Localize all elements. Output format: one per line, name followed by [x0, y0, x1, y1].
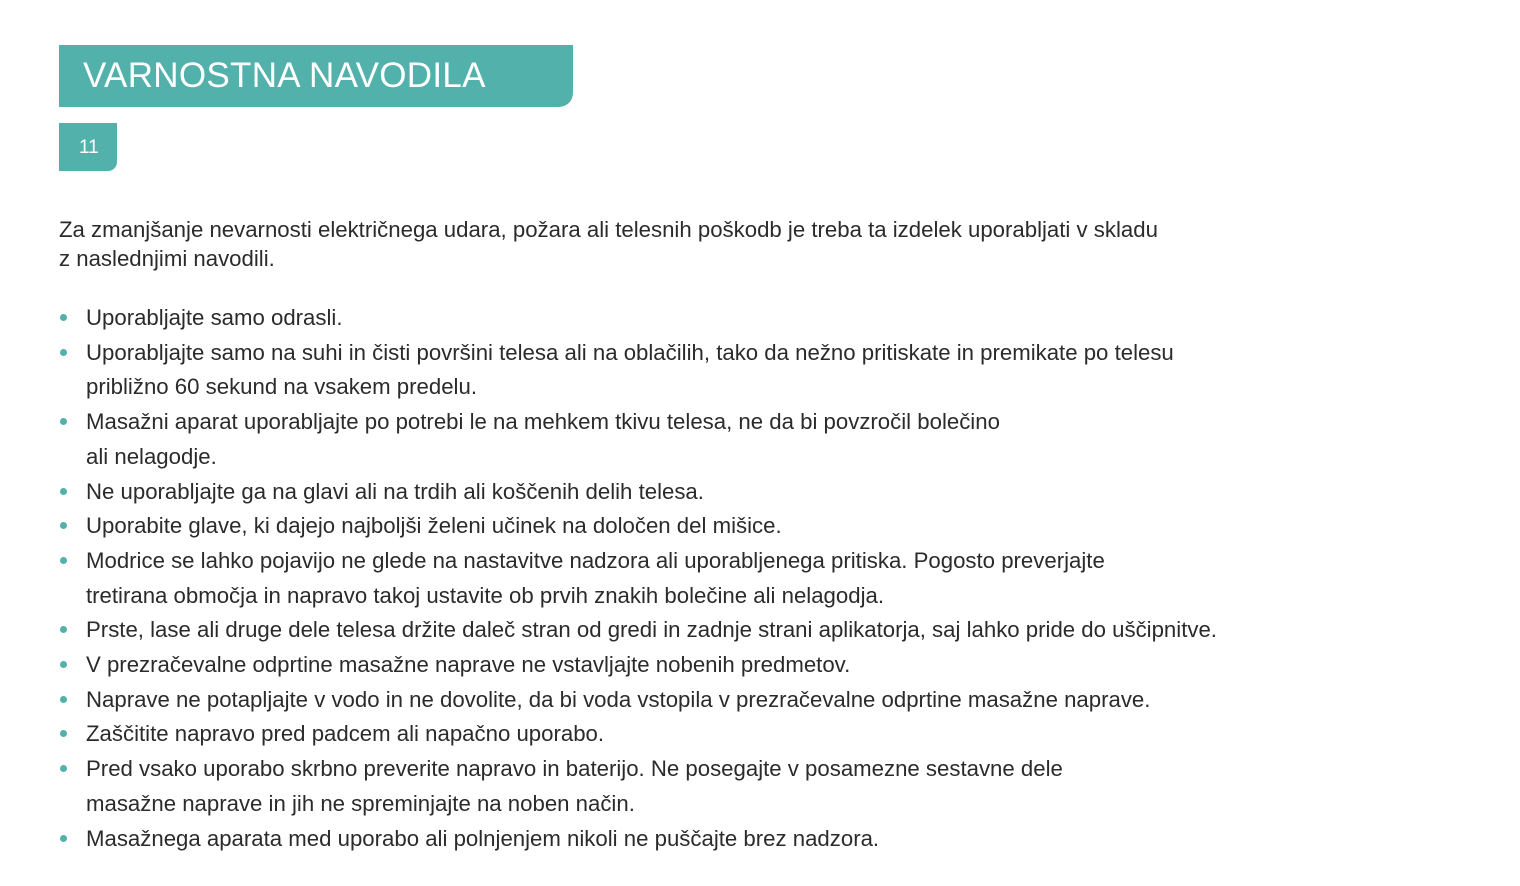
- list-item-text: Uporabljajte samo odrasli.: [86, 305, 343, 330]
- bullet-icon: [60, 314, 67, 321]
- bullet-icon: [60, 730, 67, 737]
- bullet-icon: [60, 696, 67, 703]
- list-item-text: Naprave ne potapljajte v vodo in ne dovolite, da bi voda vstopila v prezračevalne odprtine masažne naprave.: [86, 686, 1151, 712]
- list-item: [59, 336, 1217, 405]
- list-item-text: približno 60 sekund na vsakem predelu.: [86, 374, 477, 400]
- list-item-text: Masažnega aparata med uporabo ali polnjenjem nikoli ne puščajte brez nadzora.: [86, 825, 880, 851]
- list-item: [59, 752, 1217, 821]
- bullet-icon: [60, 522, 67, 529]
- bullet-icon: [60, 418, 67, 425]
- section-title-banner: [59, 45, 573, 107]
- list-item: [59, 475, 1217, 510]
- list-item-text: Uporabite glave, ki dajejo najboljši želeni učinek na določen del mišice.: [86, 513, 782, 539]
- bullet-icon: [60, 349, 67, 356]
- intro-line: Za zmanjšanje nevarnosti električnega udara, požara ali telesnih poškodb je treba ta izdelek uporabljati v skladu: [59, 217, 1158, 242]
- list-item-text: masažne naprave in jih ne spreminjajte na noben način.: [86, 790, 635, 816]
- list-item: [59, 683, 1217, 718]
- list-item-text: ali nelagodje.: [86, 443, 217, 469]
- list-item-text: Prste, lase ali druge dele telesa držite daleč stran od gredi in zadnje strani aplikatorja, saj lahko pride do uščipnitve.: [86, 617, 1217, 643]
- list-item-text: Masažni aparat uporabljajte po potrebi le na mehkem tkivu telesa, ne da bi povzročil bolečino: [86, 409, 1000, 435]
- list-item-text: Pred vsako uporabo skrbno preverite napravo in baterijo. Ne posegajte v posamezne sestavne dele: [86, 756, 1063, 782]
- bullet-icon: [60, 835, 67, 842]
- list-item: [59, 301, 1217, 336]
- list-item-text: tretirana območja in napravo takoj ustavite ob prvih znakih bolečine ali nelagodja.: [86, 582, 885, 608]
- bullet-icon: [60, 557, 67, 564]
- bullet-icon: [60, 661, 67, 668]
- list-item-text: Modrice se lahko pojavijo ne glede na nastavitve nadzora ali uporabljenega pritiska. Pogosto preverjajte: [86, 547, 1105, 573]
- list-item: [59, 405, 1217, 474]
- safety-instructions-list: [59, 301, 1217, 856]
- intro-line: z naslednjimi navodili.: [59, 246, 275, 271]
- section-title: VARNOSTNA NAVODILA: [83, 56, 486, 95]
- list-item: [59, 648, 1217, 683]
- list-item: [59, 822, 1217, 857]
- bullet-icon: [60, 765, 67, 772]
- list-item: [59, 509, 1217, 544]
- list-item: [59, 717, 1217, 752]
- list-item-text: V prezračevalne odprtine masažne naprave ne vstavljajte nobenih predmetov.: [86, 652, 851, 678]
- bullet-icon: [60, 488, 67, 495]
- page-number: 11: [79, 137, 99, 158]
- bullet-icon: [60, 626, 67, 633]
- list-item-text: Uporabljajte samo na suhi in čisti površini telesa ali na oblačilih, tako da nežno pritiskate in premikate po telesu: [86, 339, 1174, 365]
- list-item: [59, 544, 1217, 613]
- page-number-badge: [59, 123, 117, 171]
- list-item-text: Ne uporabljajte ga na glavi ali na trdih ali koščenih delih telesa.: [86, 478, 704, 504]
- list-item: [59, 613, 1217, 648]
- list-item-text: Zaščitite napravo pred padcem ali napačno uporabo.: [86, 721, 605, 747]
- intro-paragraph: [59, 215, 1158, 273]
